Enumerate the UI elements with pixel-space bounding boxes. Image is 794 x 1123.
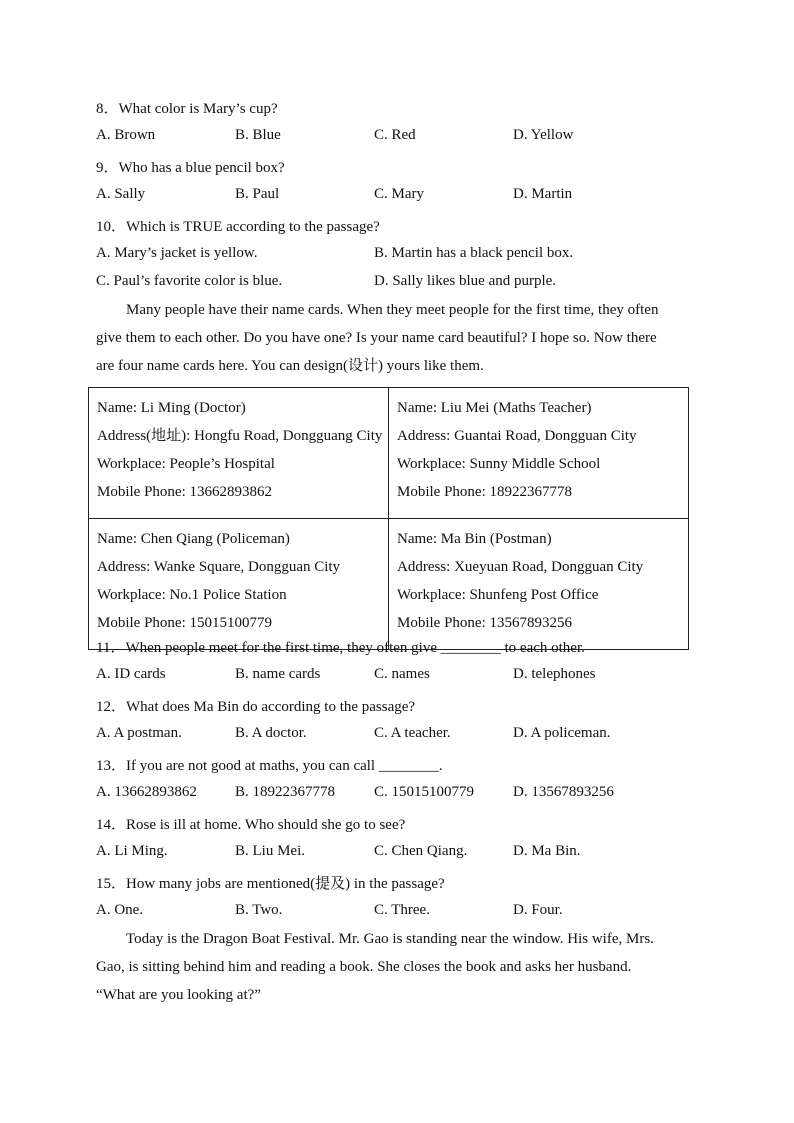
passage-2-line-2: Gao, is sitting behind him and reading a book. She closes the book and asks her husband. (96, 959, 632, 975)
card-address: Address: Guantai Road, Dongguan City (397, 428, 637, 444)
card-address: Address: Xueyuan Road, Dongguan City (397, 559, 644, 575)
question-14-stem: 14．Rose is ill at home. Who should she go to see? (96, 817, 406, 833)
question-9-option-d[interactable]: D. Martin (513, 186, 573, 202)
question-13-option-a[interactable]: A. 13662893862 (96, 784, 197, 800)
name-card-li-ming (89, 388, 389, 519)
question-9-option-b[interactable]: B. Paul (235, 186, 280, 202)
card-phone: Mobile Phone: 15015100779 (97, 615, 272, 631)
question-8-option-b[interactable]: B. Blue (235, 127, 281, 143)
question-15-option-d[interactable]: D. Four. (513, 902, 563, 918)
question-15-option-a[interactable]: A. One. (96, 902, 144, 918)
question-12-option-d[interactable]: D. A policeman. (513, 725, 611, 741)
card-workplace: Workplace: People’s Hospital (97, 456, 275, 472)
card-workplace: Workplace: Shunfeng Post Office (397, 587, 599, 603)
card-name: Name: Ma Bin (Postman) (397, 531, 552, 547)
passage-1-line-1: Many people have their name cards. When they meet people for the first time, they often (126, 302, 659, 318)
question-11-option-b[interactable]: B. name cards (235, 666, 321, 682)
question-11-option-d[interactable]: D. telephones (513, 666, 596, 682)
question-9-option-c[interactable]: C. Mary (374, 186, 424, 202)
card-name: Name: Liu Mei (Maths Teacher) (397, 400, 592, 416)
question-15-stem: 15．How many jobs are mentioned(提及) in the passage? (96, 876, 445, 892)
question-12-stem: 12．What does Ma Bin do according to the passage? (96, 699, 416, 715)
card-name: Name: Chen Qiang (Policeman) (97, 531, 290, 547)
question-9-option-a[interactable]: A. Sally (96, 186, 146, 202)
card-phone: Mobile Phone: 13662893862 (97, 484, 272, 500)
question-13-options (96, 784, 716, 804)
question-12-option-b[interactable]: B. A doctor. (235, 725, 307, 741)
card-address: Address: Wanke Square, Dongguan City (97, 559, 341, 575)
name-card-chen-qiang (89, 519, 389, 650)
question-10-option-b[interactable]: B. Martin has a black pencil box. (374, 245, 574, 261)
passage-2-line-1: Today is the Dragon Boat Festival. Mr. Gao is standing near the window. His wife, Mrs. (126, 931, 654, 947)
name-cards-table (88, 387, 689, 650)
question-10-options-row1 (96, 245, 716, 265)
question-14-option-c[interactable]: C. Chen Qiang. (374, 843, 468, 859)
question-12-options (96, 725, 716, 745)
question-13-option-d[interactable]: D. 13567893256 (513, 784, 614, 800)
question-15-option-c[interactable]: C. Three. (374, 902, 430, 918)
question-8-option-d[interactable]: D. Yellow (513, 127, 574, 143)
question-10-option-a[interactable]: A. Mary’s jacket is yellow. (96, 245, 258, 261)
question-13-stem: 13．If you are not good at maths, you can call ________. (96, 758, 443, 774)
question-11-option-c[interactable]: C. names (374, 666, 430, 682)
question-14-option-d[interactable]: D. Ma Bin. (513, 843, 581, 859)
question-14-option-b[interactable]: B. Liu Mei. (235, 843, 305, 859)
question-10-options-row2 (96, 273, 716, 293)
passage-name-cards (96, 296, 702, 380)
passage-1-line-2: give them to each other. Do you have one? Is your name card beautiful? I hope so. Now there (96, 330, 657, 346)
card-address: Address(地址): Hongfu Road, Dongguang City (97, 428, 383, 444)
question-15-options (96, 902, 716, 922)
card-name: Name: Li Ming (Doctor) (97, 400, 246, 416)
card-workplace: Workplace: No.1 Police Station (97, 587, 287, 603)
question-12-option-a[interactable]: A. A postman. (96, 725, 182, 741)
question-10-option-d[interactable]: D. Sally likes blue and purple. (374, 273, 557, 289)
question-12-option-c[interactable]: C. A teacher. (374, 725, 451, 741)
question-13-option-b[interactable]: B. 18922367778 (235, 784, 336, 800)
card-phone: Mobile Phone: 13567893256 (397, 615, 572, 631)
question-9-options (96, 186, 716, 206)
question-8-options (96, 127, 716, 147)
question-9-stem: 9．Who has a blue pencil box? (96, 160, 285, 176)
passage-2-line-3: “What are you looking at?” (96, 987, 261, 1003)
name-card-ma-bin (389, 519, 689, 650)
question-15-option-b[interactable]: B. Two. (235, 902, 283, 918)
question-11-option-a[interactable]: A. ID cards (96, 666, 166, 682)
passage-1-line-3: are four name cards here. You can design(设计) yours like them. (96, 358, 484, 374)
question-10-option-c[interactable]: C. Paul’s favorite color is blue. (96, 273, 283, 289)
question-8-stem: 8．What color is Mary’s cup? (96, 101, 278, 117)
card-phone: Mobile Phone: 18922367778 (397, 484, 572, 500)
question-13-option-c[interactable]: C. 15015100779 (374, 784, 475, 800)
question-14-option-a[interactable]: A. Li Ming. (96, 843, 168, 859)
question-11-options (96, 666, 716, 686)
name-card-liu-mei (389, 388, 689, 519)
question-14-options (96, 843, 716, 863)
passage-dragon-boat (96, 925, 702, 1009)
question-10-stem: 10．Which is TRUE according to the passage? (96, 219, 380, 235)
question-11-stem: 11．When people meet for the first time, they often give ________ to each other. (96, 640, 585, 656)
card-workplace: Workplace: Sunny Middle School (397, 456, 601, 472)
question-8-option-c[interactable]: C. Red (374, 127, 416, 143)
question-8-option-a[interactable]: A. Brown (96, 127, 156, 143)
